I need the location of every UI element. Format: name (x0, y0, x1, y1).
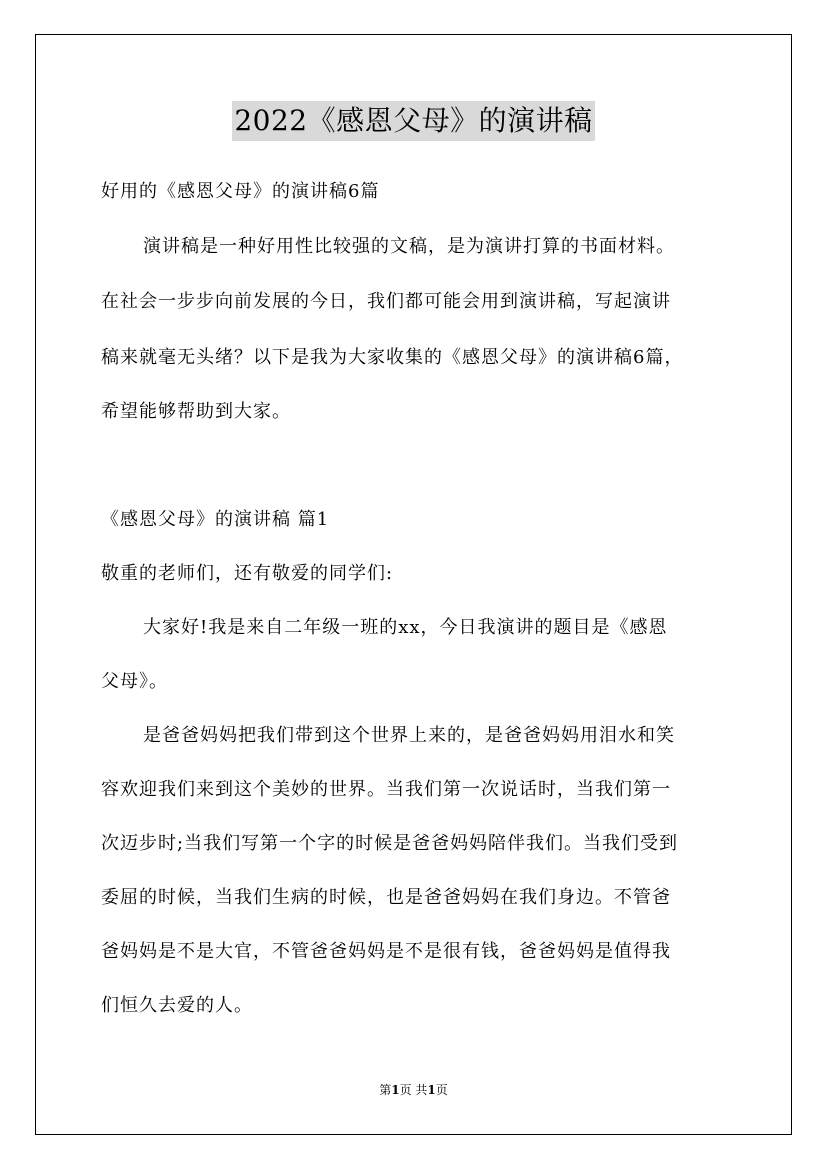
footer-page-suffix: 页 (435, 1083, 448, 1097)
paragraph-line: 大家好!我是来自二年级一班的xx，今日我演讲的题目是《感恩 (143, 617, 668, 638)
document-title: 2022《感恩父母》的演讲稿 (232, 101, 594, 141)
paragraph-line: 爸妈妈是不是大官，不管爸爸妈妈是不是很有钱，爸爸妈妈是值得我 (101, 941, 671, 962)
section-heading: 《感恩父母》的演讲稿 篇1 (101, 509, 330, 530)
paragraph-line: 委屈的时候，当我们生病的时候，也是爸爸妈妈在我们身边。不管爸 (101, 887, 671, 908)
paragraph-line: 父母》。 (101, 671, 168, 692)
intro-line: 在社会一步步向前发展的今日，我们都可能会用到演讲稿，写起演讲 (101, 291, 671, 312)
footer-page-total: 1 (427, 1083, 436, 1097)
footer-page-number: 1 (391, 1083, 400, 1097)
intro-line: 希望能够帮助到大家。 (101, 401, 291, 422)
paragraph-line: 次迈步时;当我们写第一个字的时候是爸爸妈妈陪伴我们。当我们受到 (101, 833, 679, 854)
paragraph-line: 们恒久去爱的人。 (101, 995, 253, 1016)
intro-line: 稿来就毫无头绪？以下是我为大家收集的《感恩父母》的演讲稿6篇， (101, 347, 684, 368)
paragraph-line: 是爸爸妈妈把我们带到这个世界上来的，是爸爸妈妈用泪水和笑 (143, 725, 675, 746)
footer-page-mid: 页 共 (399, 1083, 428, 1097)
page-footer (0, 1082, 827, 1098)
footer-page-prefix: 第 (379, 1083, 392, 1097)
paragraph-line: 容欢迎我们来到这个美妙的世界。当我们第一次说话时，当我们第一 (101, 779, 671, 800)
greeting-line: 敬重的老师们，还有敬爱的同学们: (101, 563, 394, 584)
document-subtitle: 好用的《感恩父母》的演讲稿6篇 (101, 181, 380, 202)
title-container (0, 101, 827, 141)
intro-line: 演讲稿是一种好用性比较强的文稿，是为演讲打算的书面材料。 (143, 236, 675, 257)
